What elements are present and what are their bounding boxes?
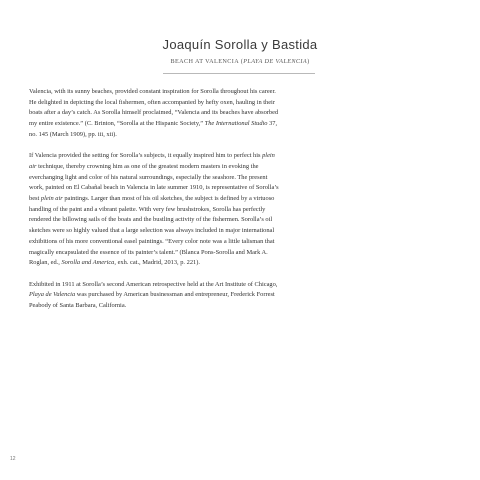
artwork-title-suffix: ) <box>307 58 310 65</box>
text-run: , exh. cat., Madrid, 2013, p. 221). <box>114 259 200 267</box>
text-run: paintings. Larger than most of his oil sketches, the subject is defined by a virtuoso handling of the paint and a vibrant palette. With very few brushstrokes, Sorolla has perfectly rendered the billowing sails of the boats and the bustling activity of the fishermen. Sorolla’s oil sketches were so highly valued that a large selection was always included in major international exhibitions of his more conventional easel paintings. “Every color note was a little talisman that magically encapsulated the essence of its painter’s talent.” (Blanca Pons-Sorolla and Mark A. Roglan, ed., <box>29 195 275 267</box>
italic-text-run: Sorolla and America <box>61 259 115 267</box>
text-run: Exhibited in 1911 at Sorolla’s second American retrospective held at the Art Institute of Chicago, <box>29 280 278 288</box>
title-divider <box>163 73 315 74</box>
essay-paragraph <box>29 87 279 141</box>
artist-name-heading: Joaquín Sorolla y Bastida <box>162 37 318 52</box>
artwork-title <box>0 58 480 65</box>
artwork-title-prefix: BEACH AT VALENCIA ( <box>170 58 244 65</box>
artwork-title-italic: PLAYA DE VALENCIA <box>243 58 308 65</box>
text-run: Valencia, with its sunny beaches, provided constant inspiration for Sorolla throughout his career. He delighted in depicting the local fishermen, often accompanied by hefty oxen, hauling in their boats after a day’s catch. As Sorolla himself proclaimed, “Valencia and its beaches have absorbed my entire existence.” (C. Brinton, “Sorolla at the Hispanic Society,” <box>29 88 279 128</box>
text-run: If Valencia provided the setting for Sorolla’s subjects, it equally inspired him to perfect his <box>29 152 263 160</box>
essay-body <box>29 87 279 322</box>
text-run: 37, no. 145 (March 1909), pp. iii, xii). <box>29 120 278 138</box>
text-run: technique, thereby crowning him as one of the greatest modern masters in evoking the everchanging light and color of his natural surroundings, especially the seashore. The present work, painted on El Cabañal beach in Valencia in late summer 1910, is representative of Sorolla’s best <box>29 162 279 203</box>
essay-paragraph <box>29 151 279 269</box>
italic-text-run: Playa de Valencia <box>29 291 76 299</box>
italic-text-run: plein air <box>40 195 63 203</box>
text-run: was purchased by American businessman and entrepreneur, Frederick Forrest Peabody of Santa Barbara, California. <box>29 291 275 310</box>
page-number: 12 <box>10 456 16 462</box>
italic-text-run: plein air <box>29 152 275 170</box>
italic-text-run: The International Studio <box>204 120 268 128</box>
essay-paragraph <box>29 280 279 312</box>
